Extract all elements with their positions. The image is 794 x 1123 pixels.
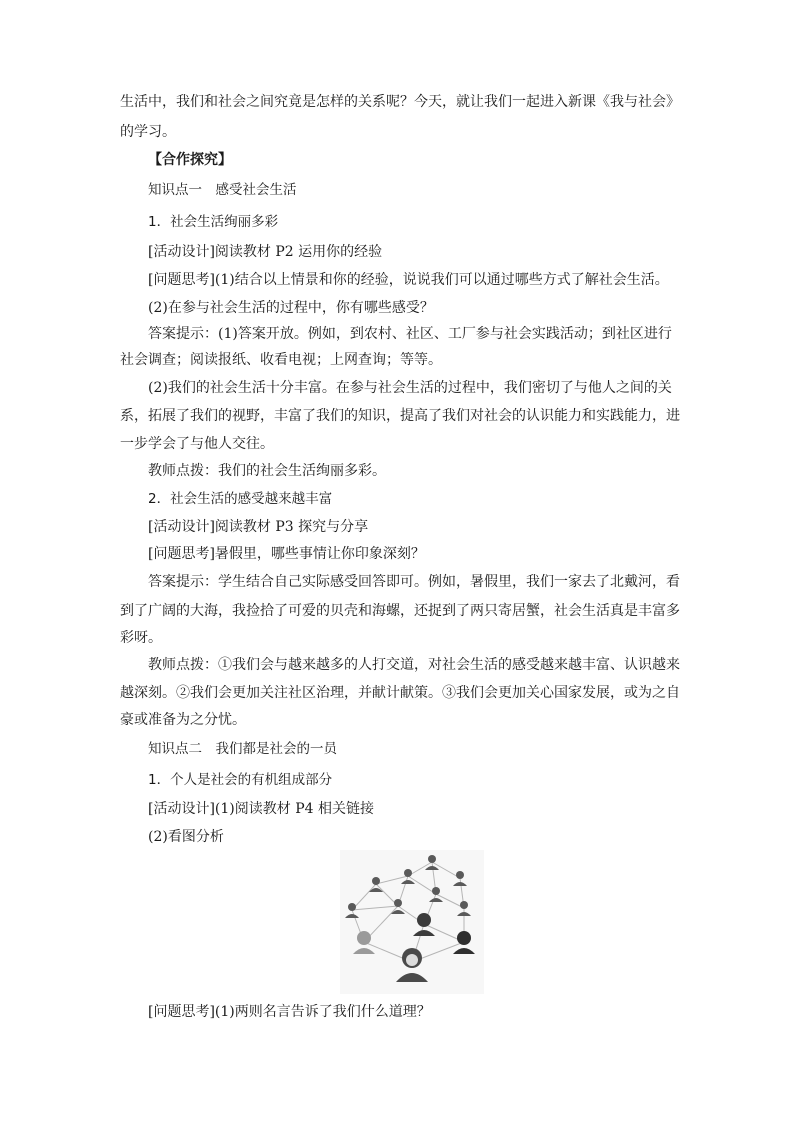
- activity-design: [活动设计]阅读教材 P2 运用你的经验: [148, 244, 383, 260]
- question: [问题思考]暑假里，哪些事情让你印象深刻？: [148, 546, 425, 562]
- answer-hint: 彩呀。: [120, 630, 162, 646]
- subtopic-heading: 1．个人是社会的有机组成部分: [148, 772, 333, 788]
- people-network-icon: [340, 850, 484, 994]
- activity-design: (2)看图分析: [148, 829, 224, 845]
- activity-design: [活动设计](1)阅读教材 P4 相关链接: [148, 801, 374, 817]
- section-heading: 【合作探究】: [148, 152, 232, 168]
- question: (2)在参与社会生活的过程中，你有哪些感受？: [148, 300, 434, 316]
- topic-heading: 知识点二 我们都是社会的一员: [148, 741, 337, 757]
- activity-design: [活动设计]阅读教材 P3 探究与分享: [148, 519, 369, 535]
- answer-hint: 系，拓展了我们的视野，丰富了我们的知识，提高了我们对社会的认识能力和实践能力，进: [120, 408, 680, 424]
- teacher-note: 豪或准备为之分忧。: [120, 712, 246, 728]
- answer-hint: 到了广阔的大海，我捡拾了可爱的贝壳和海螺，还捉到了两只寄居蟹，社会生活真是丰富多: [120, 603, 680, 619]
- answer-hint: 社会调查；阅读报纸、收看电视；上网查询；等等。: [120, 352, 442, 368]
- answer-hint: 答案提示：(1)答案开放。例如，到农村、社区、工厂参与社会实践活动；到社区进行: [148, 326, 672, 342]
- paragraph-line: 的学习。: [120, 124, 176, 140]
- subtopic-heading: 1．社会生活绚丽多彩: [148, 214, 279, 230]
- question: [问题思考](1)结合以上情景和你的经验，说说我们可以通过哪些方式了解社会生活。: [148, 272, 669, 288]
- answer-hint: (2)我们的社会生活十分丰富。在参与社会生活的过程中，我们密切了与他人之间的关: [148, 380, 672, 396]
- paragraph-line: 生活中，我们和社会之间究竟是怎样的关系呢？今天，就让我们一起进入新课《我与社会》: [120, 94, 680, 110]
- teacher-note: 教师点拨：①我们会与越来越多的人打交道，对社会生活的感受越来越丰富、认识越来: [148, 657, 680, 673]
- topic-heading: 知识点一 感受社会生活: [148, 182, 297, 198]
- teacher-note: 教师点拨：我们的社会生活绚丽多彩。: [148, 463, 386, 479]
- subtopic-heading: 2．社会生活的感受越来越丰富: [148, 491, 333, 507]
- answer-hint: 答案提示：学生结合自己实际感受回答即可。例如，暑假里，我们一家去了北戴河，看: [148, 574, 680, 590]
- question: [问题思考](1)两则名言告诉了我们什么道理？: [148, 1004, 431, 1020]
- answer-hint: 一步学会了与他人交往。: [120, 436, 274, 452]
- teacher-note: 越深刻。②我们会更加关注社区治理，并献计献策。③我们会更加关心国家发展，或为之自: [120, 685, 680, 701]
